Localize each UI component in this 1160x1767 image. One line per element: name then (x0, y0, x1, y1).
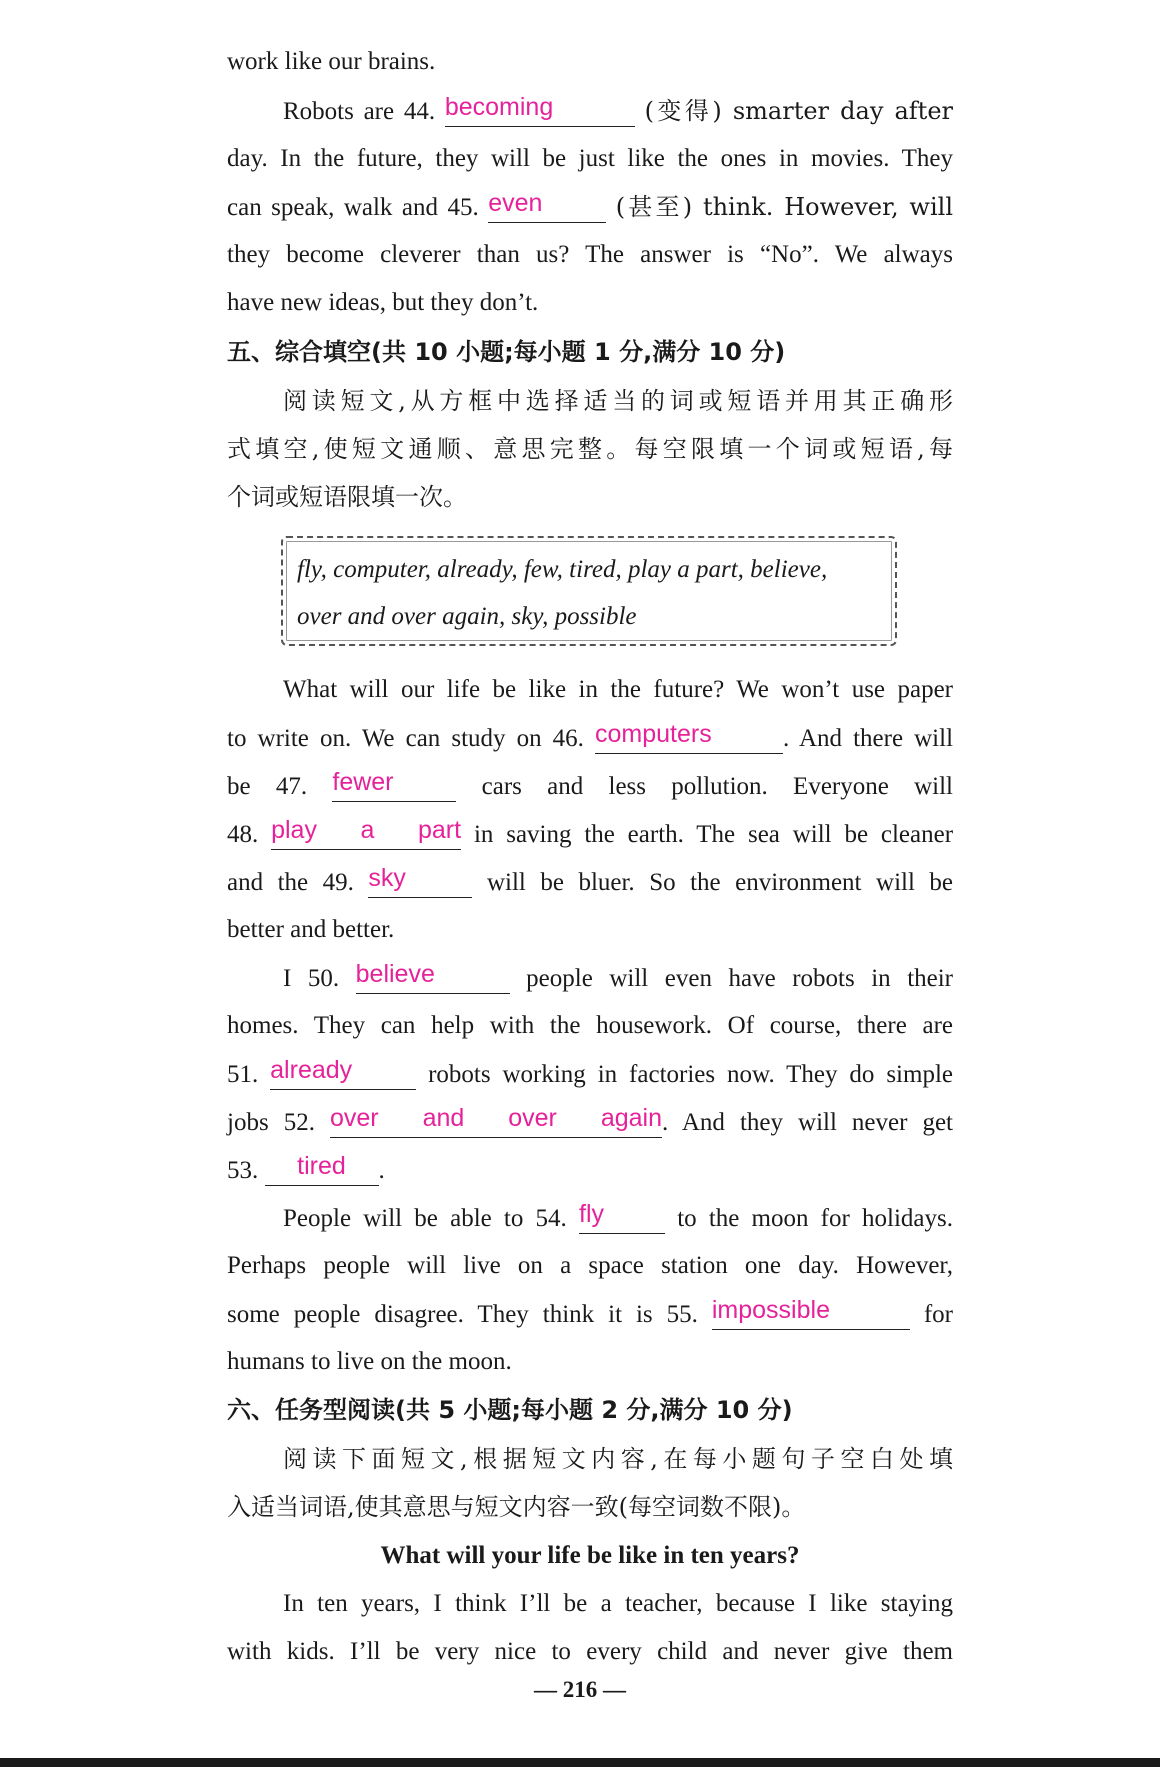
answer-48: play a part (271, 816, 462, 844)
answer-54: fly (579, 1200, 604, 1228)
text-line-52: jobs 52. over and over again . And they will never get (227, 1104, 954, 1136)
blank-47[interactable] (332, 768, 456, 802)
text-line: day. In the future, they will be just like the ones in movies. They (227, 145, 953, 172)
text-line: Perhaps people will live on a space station one day. However, (227, 1252, 953, 1279)
answer-46: computers (595, 720, 712, 748)
blank-44[interactable] (444, 93, 635, 127)
text-line: In ten years, I think I’ll be a teacher, because I like staying (283, 1590, 953, 1617)
text-line-44: Robots are 44. becoming (变得) smarter day after (283, 93, 953, 125)
blank-51[interactable] (270, 1056, 416, 1090)
answer-44: becoming (444, 93, 554, 121)
text-line: work like our brains. (227, 48, 436, 75)
text-line-46: to write on. We can study on 46. computers . And there will (227, 720, 954, 752)
text-line: they become cleverer than us? The answer is “No”. We always (227, 241, 953, 268)
blank-45[interactable] (488, 189, 606, 223)
passage-title: What will your life be like in ten years? (380, 1542, 800, 1569)
page-number: — 216 — (534, 1677, 626, 1702)
blank-49[interactable] (368, 864, 472, 898)
bottom-bar (0, 1758, 1160, 1767)
answer-47: fewer (332, 768, 394, 796)
text-line: with kids. I’ll be very nice to every child and never give them (227, 1638, 953, 1665)
blank-54[interactable] (579, 1200, 665, 1234)
blank-48[interactable] (271, 816, 462, 850)
text-line: have new ideas, but they don’t. (227, 289, 539, 316)
text-line: homes. They can help with the housework. Of course, there are (227, 1012, 953, 1039)
instruction-line: 式填空,使短文通顺、意思完整。每空限填一个词或短语,每 (227, 435, 953, 463)
text-line-55: some people disagree. They think it is 55. impossible for (227, 1296, 954, 1328)
answer-50: believe (355, 960, 435, 988)
instruction-line: 阅读短文,从方框中选择适当的词或短语并用其正确形 (283, 387, 953, 415)
answer-53: tired (297, 1152, 346, 1180)
text-line-47: be 47. fewer cars and less pollution. Everyone will (227, 768, 953, 800)
answer-52: over and over again (329, 1104, 662, 1132)
text-line: What will our life be like in the future? We won’t use paper (283, 676, 953, 703)
blank-46[interactable] (595, 720, 783, 754)
text-line: better and better. (227, 916, 395, 943)
answer-51: already (270, 1056, 353, 1084)
answer-49: sky (368, 864, 406, 892)
blank-52[interactable] (329, 1104, 662, 1138)
text-line-54: People will be able to 54. fly to the moon for holidays. (283, 1200, 953, 1232)
text-line-48: 48. play a part in saving the earth. The sea will be cleaner (227, 816, 954, 848)
text-line-51: 51. already robots working in factories now. They do simple (227, 1056, 953, 1088)
text-line-50: I 50. believe people will even have robots in their (283, 960, 954, 992)
instruction-line: 阅读下面短文,根据短文内容,在每小题句子空白处填 (283, 1445, 953, 1473)
instruction-line: 个词或短语限填一次。 (227, 483, 467, 511)
instruction-line: 入适当词语,使其意思与短文内容一致(每空词数不限)。 (227, 1493, 806, 1521)
text-line: humans to live on the moon. (227, 1348, 512, 1375)
word-box-line: over and over again, sky, possible (297, 603, 637, 630)
blank-55[interactable] (711, 1296, 910, 1330)
answer-55: impossible (711, 1296, 830, 1324)
blank-53[interactable] (265, 1152, 379, 1186)
answer-45: even (488, 189, 543, 217)
blank-50[interactable] (355, 960, 510, 994)
text-line-45: can speak, walk and 45. even (甚至) think. However, will (227, 189, 953, 221)
section-6-heading: 六、任务型阅读(共 5 小题;每小题 2 分,满分 10 分) (227, 1396, 793, 1424)
word-box-line: fly, computer, already, few, tired, play a part, believe, (297, 556, 828, 583)
text-line-53: 53. tired . (227, 1152, 385, 1184)
section-5-heading: 五、综合填空(共 10 小题;每小题 1 分,满分 10 分) (227, 338, 786, 366)
text-line-49: and the 49. sky will be bluer. So the environment will be (227, 864, 954, 896)
